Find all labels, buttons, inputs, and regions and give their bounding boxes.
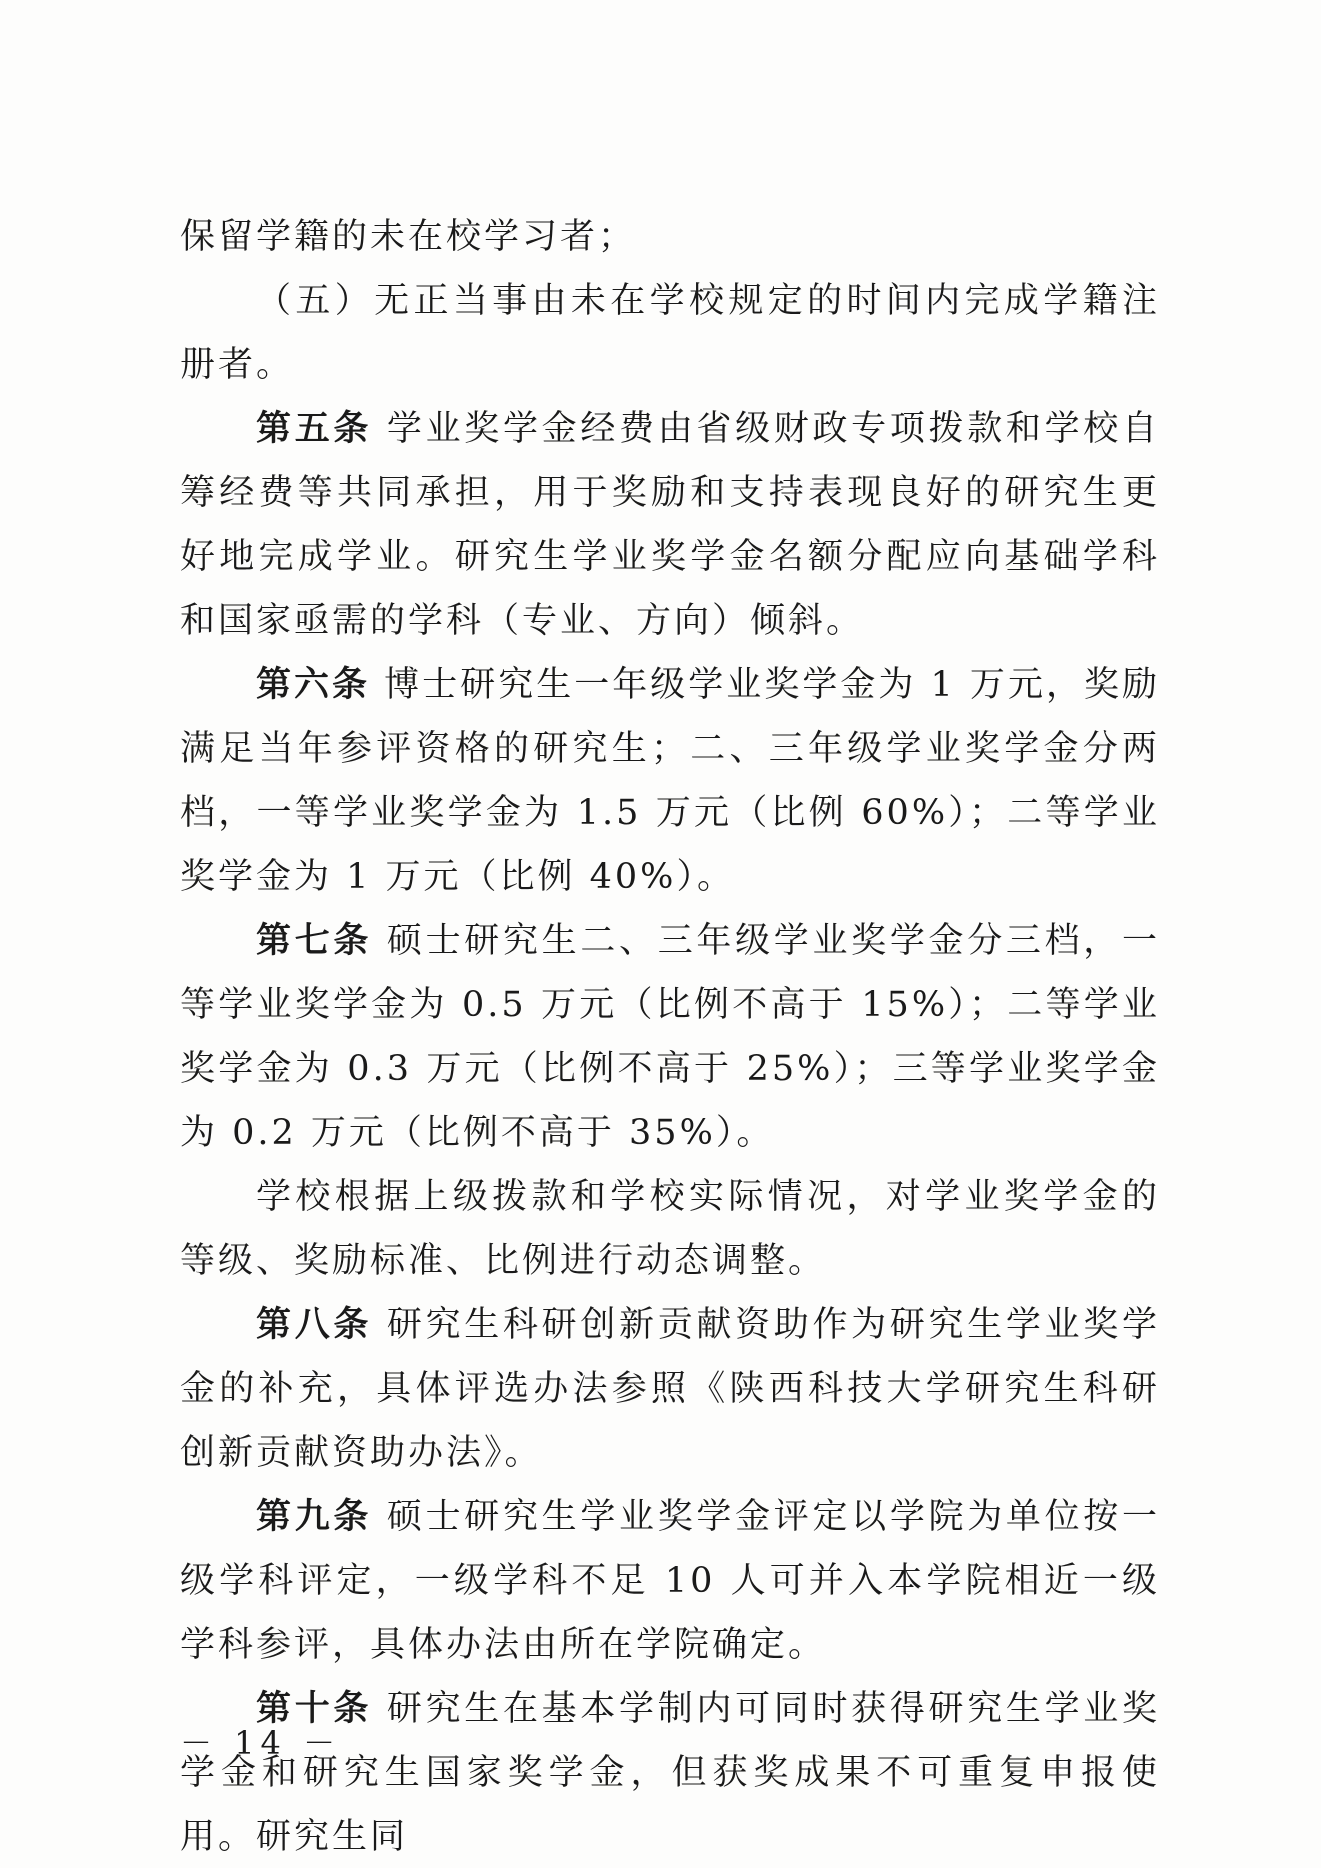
document-body (180, 205, 1160, 1869)
article-8 (180, 1293, 1160, 1485)
article-7 (180, 909, 1160, 1165)
article-6 (180, 653, 1160, 909)
article-heading: 第十条 (256, 1689, 373, 1729)
paragraph-text: （五）无正当事由未在学校规定的时间内完成学籍注册者。 (180, 281, 1160, 385)
paragraph-text: 保留学籍的未在校学习者； (180, 217, 637, 257)
paragraph-1 (180, 205, 1160, 269)
paragraph-adjustment (180, 1165, 1160, 1293)
paragraph-text: 硕士研究生学业奖学金评定以学院为单位按一级学科评定，一级学科不足 10 人可并入本学院相近一级学科参评，具体办法由所在学院确定。 (180, 1497, 1160, 1665)
paragraph-text: 研究生在基本学制内可同时获得研究生学业奖学金和研究生国家奖学金，但获奖成果不可重复申报使用。研究生同 (180, 1689, 1160, 1857)
article-heading: 第八条 (256, 1305, 373, 1345)
article-heading: 第六条 (256, 665, 371, 705)
article-heading: 第九条 (256, 1497, 373, 1537)
paragraph-text: 研究生科研创新贡献资助作为研究生学业奖学金的补充，具体评选办法参照《陕西科技大学研究生科研创新贡献资助办法》。 (180, 1305, 1160, 1473)
article-5 (180, 397, 1160, 653)
article-9 (180, 1485, 1160, 1677)
paragraph-text: 学业奖学金经费由省级财政专项拨款和学校自筹经费等共同承担，用于奖励和支持表现良好的研究生更好地完成学业。研究生学业奖学金名额分配应向基础学科和国家亟需的学科（专业、方向）倾斜。 (180, 409, 1160, 641)
paragraph-text: 博士研究生一年级学业奖学金为 1 万元，奖励满足当年参评资格的研究生；二、三年级学业奖学金分两档，一等学业奖学金为 1.5 万元（比例 60%）；二等学业奖学金为 1 万元（比例 40%）。 (180, 665, 1160, 897)
paragraph-text: 硕士研究生二、三年级学业奖学金分三档，一等学业奖学金为 0.5 万元（比例不高于 15%）；二等学业奖学金为 0.3 万元（比例不高于 25%）；三等学业奖学金为 0.2 万元（比例不高于 35%）。 (180, 921, 1160, 1153)
paragraph-2 (180, 269, 1160, 397)
page-number: － 14 － (180, 1724, 342, 1762)
article-heading: 第七条 (256, 921, 373, 961)
article-10 (180, 1677, 1160, 1869)
article-heading: 第五条 (256, 409, 373, 449)
paragraph-text: 学校根据上级拨款和学校实际情况，对学业奖学金的等级、奖励标准、比例进行动态调整。 (180, 1177, 1160, 1281)
